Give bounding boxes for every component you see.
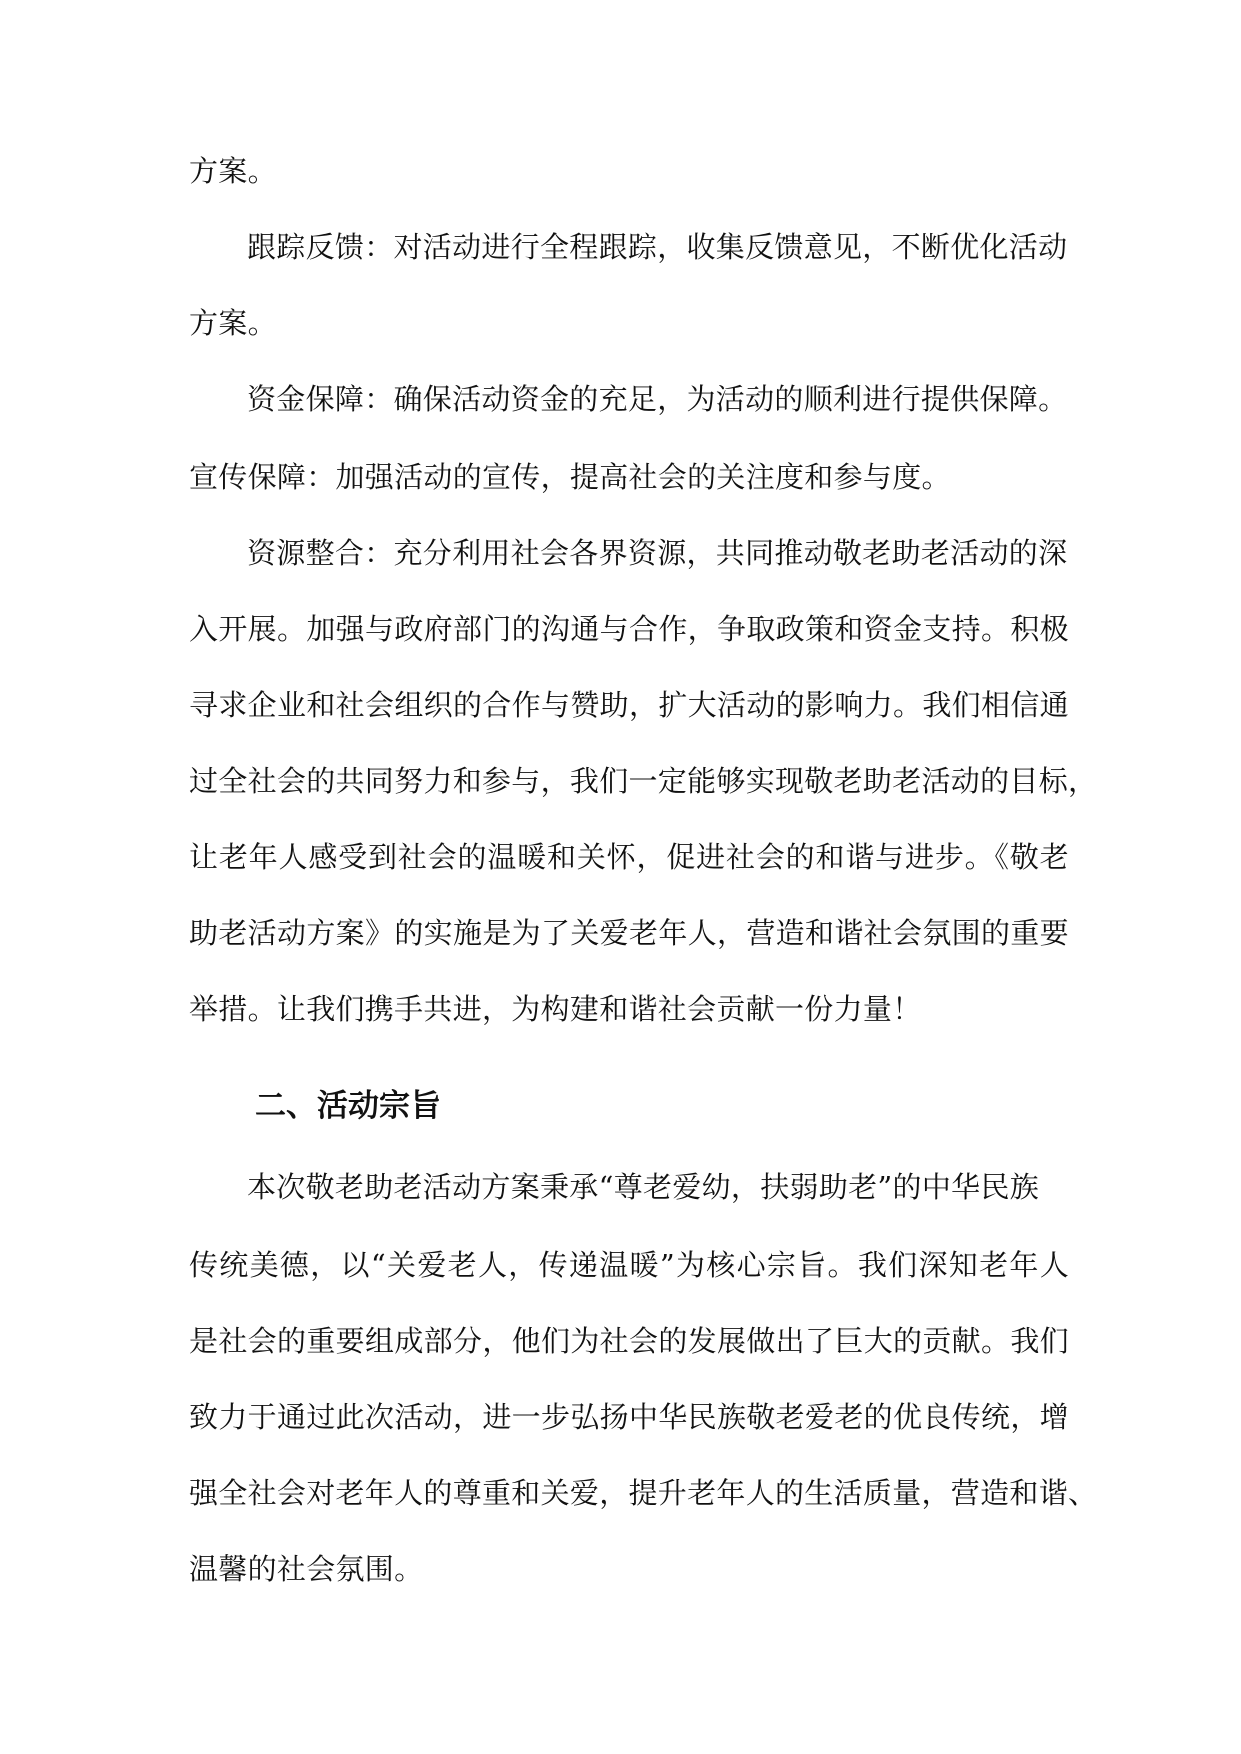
text-line: 是社会的重要组成部分，他们为社会的发展做出了巨大的贡献。我们 xyxy=(189,1324,1069,1358)
text-line: 让老年人感受到社会的温暖和关怀，促进社会的和谐与进步。《敬老 xyxy=(189,840,1069,874)
section-heading: 二、活动宗旨 xyxy=(255,1088,441,1124)
text-line: 方案。 xyxy=(189,306,277,340)
text-line: 方案。 xyxy=(189,154,277,188)
text-line: 强全社会对老年人的尊重和关爱，提升老年人的生活质量，营造和谐、 xyxy=(189,1476,1098,1510)
text-line: 温馨的社会氛围。 xyxy=(189,1552,424,1586)
text-line: 宣传保障：加强活动的宣传，提高社会的关注度和参与度。 xyxy=(189,460,951,494)
text-line: 助老活动方案》的实施是为了关爱老年人，营造和谐社会氛围的重要 xyxy=(189,916,1069,950)
text-line: 本次敬老助老活动方案秉承“尊老爱幼，扶弱助老”的中华民族 xyxy=(247,1170,1040,1204)
text-line: 资金保障：确保活动资金的充足，为活动的顺利进行提供保障。 xyxy=(247,382,1068,416)
text-line: 过全社会的共同努力和参与，我们一定能够实现敬老助老活动的目标， xyxy=(189,764,1098,798)
text-line: 寻求企业和社会组织的合作与赞助，扩大活动的影响力。我们相信通 xyxy=(189,688,1069,722)
text-line: 传统美德，以“关爱老人，传递温暖”为核心宗旨。我们深知老年人 xyxy=(189,1248,1069,1282)
text-line: 跟踪反馈：对活动进行全程跟踪，收集反馈意见，不断优化活动 xyxy=(247,230,1068,264)
text-line: 资源整合：充分利用社会各界资源，共同推动敬老助老活动的深 xyxy=(247,536,1068,570)
text-line: 致力于通过此次活动，进一步弘扬中华民族敬老爱老的优良传统，增 xyxy=(189,1400,1069,1434)
text-line: 入开展。加强与政府部门的沟通与合作，争取政策和资金支持。积极 xyxy=(189,612,1069,646)
text-line: 举措。让我们携手共进，为构建和谐社会贡献一份力量！ xyxy=(189,992,922,1026)
